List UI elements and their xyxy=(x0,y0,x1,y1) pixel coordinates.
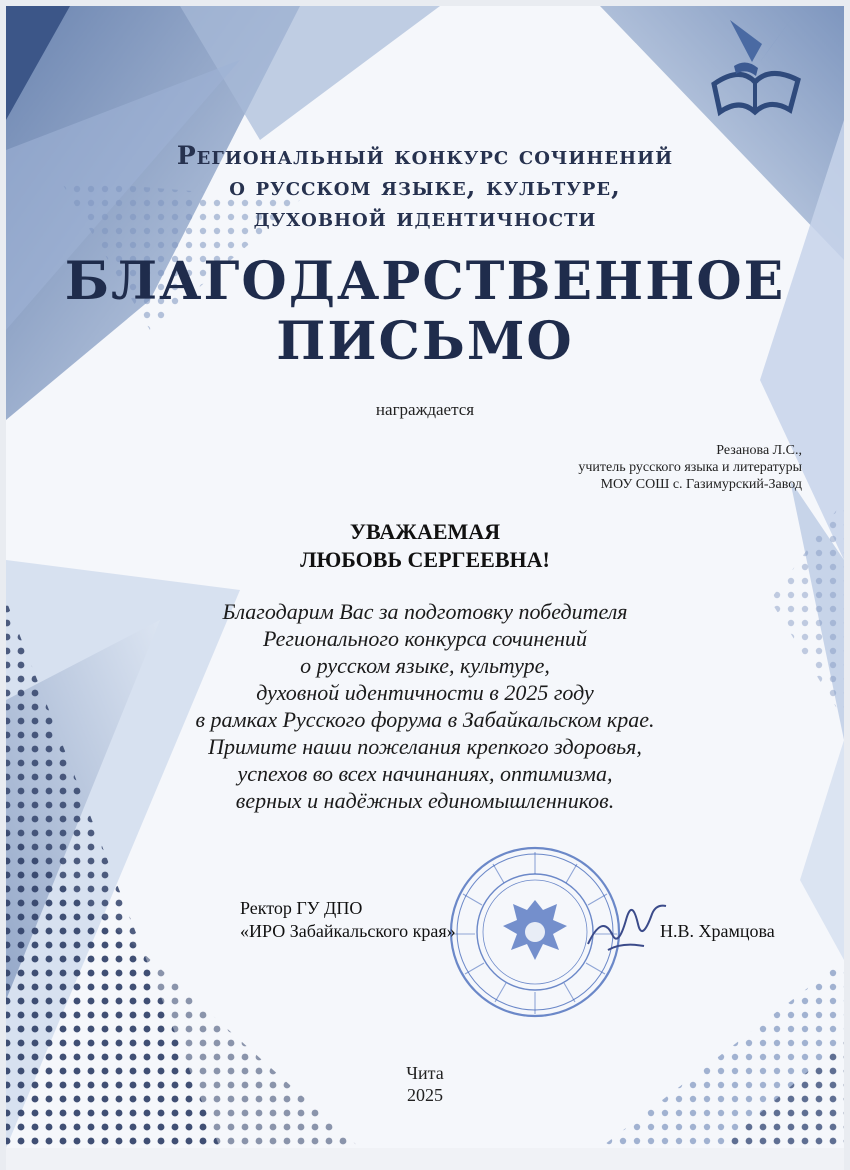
contest-title-line-2: о русском языке, культуре, xyxy=(229,172,621,201)
greeting-line-1: УВАЖАЕМАЯ xyxy=(349,519,501,544)
body-line: Регионального конкурса сочинений xyxy=(262,626,588,651)
recipient-name: Резанова Л.С., xyxy=(716,443,802,458)
signatory-title-line-2: «ИРО Забайкальского края» xyxy=(240,921,456,941)
body-line: в рамках Русского форума в Забайкальском крае. xyxy=(195,707,655,732)
greeting-line-2: ЛЮБОВЬ СЕРГЕЕВНА! xyxy=(300,547,550,572)
document-title-line-2: ПИСЬМО xyxy=(276,311,574,372)
body-line: Благодарим Вас за подготовку победителя xyxy=(222,599,628,624)
body-line: Примите наши пожелания крепкого здоровья, xyxy=(208,734,642,759)
body-line: успехов во всех начинаниях, оптимизма, xyxy=(237,761,613,786)
signature-icon xyxy=(582,884,672,964)
recipient-position: учитель русского языка и литературы xyxy=(578,460,802,475)
signatory-name: Н.В. Храмцова xyxy=(660,921,775,941)
contest-title-line-3: духовной идентичности xyxy=(253,203,597,232)
body-line: верных и надёжных единомышленников. xyxy=(235,788,615,813)
body-line: о русском языке, культуре, xyxy=(300,653,550,678)
awarded-label: награждается xyxy=(375,400,475,419)
signatory-title-line-1: Ректор ГУ ДПО xyxy=(240,898,363,918)
body-text xyxy=(0,598,850,814)
contest-title-line-1: Региональный конкурс сочинений xyxy=(176,141,674,170)
document-title-line-1: БЛАГОДАРСТВЕННОЕ xyxy=(64,251,786,312)
footer-city: Чита xyxy=(406,1063,444,1083)
book-logo-icon xyxy=(700,14,810,124)
recipient-school: МОУ СОШ с. Газимурский-Завод xyxy=(600,477,802,492)
body-line: духовной идентичности в 2025 году xyxy=(256,680,594,705)
footer-year: 2025 xyxy=(407,1085,443,1105)
signatory-title xyxy=(240,897,456,943)
